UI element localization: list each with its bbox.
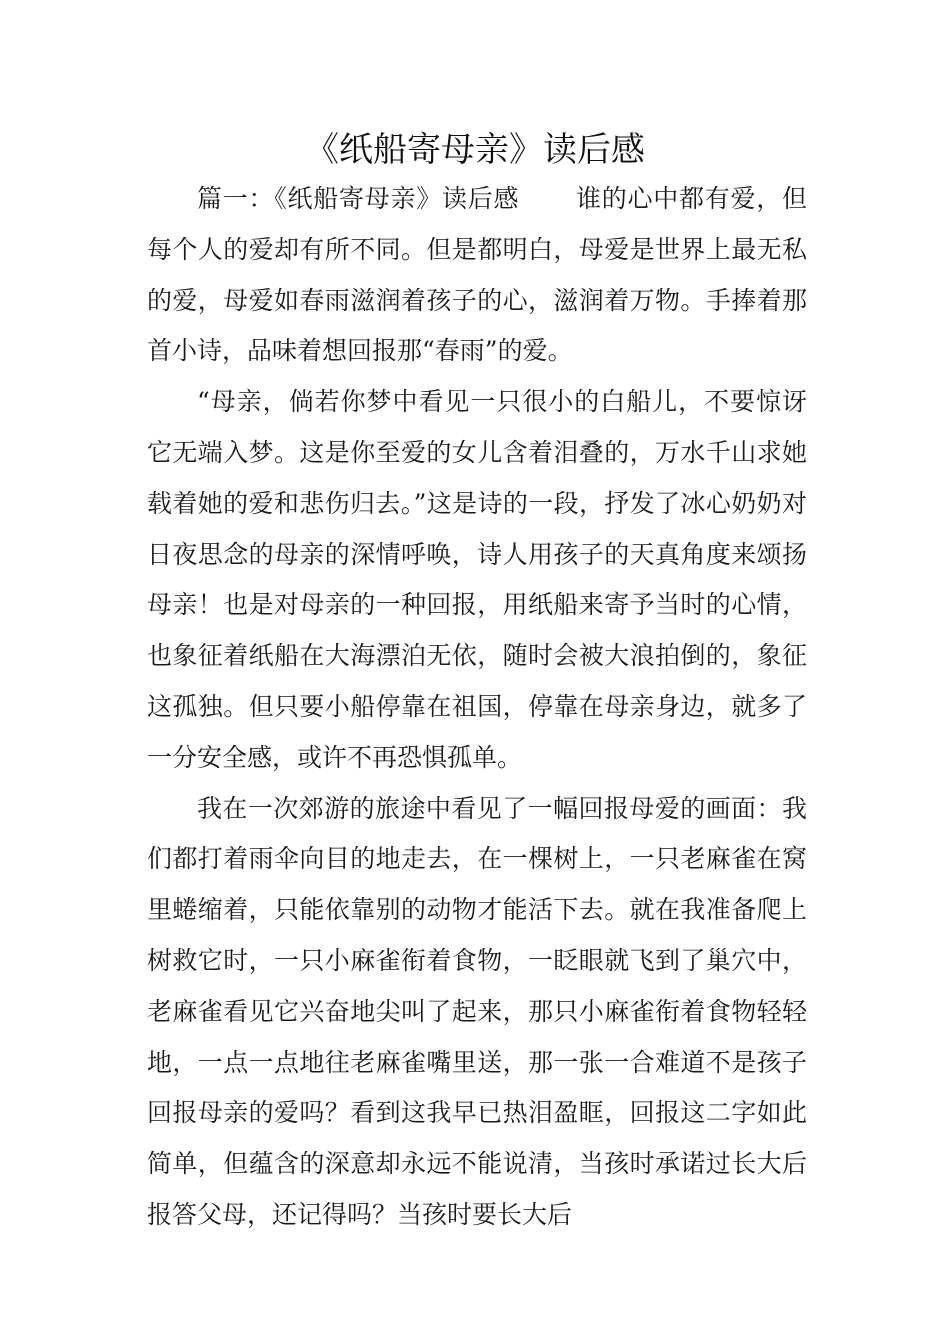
paragraph-3: 我在一次郊游的旅途中看见了一幅回报母爱的画面：我们都打着雨伞向目的地走去，在一棵树上，一只老麻雀在窝里蜷缩着，只能依靠别的动物才能活下去。就在我准备爬上树救它时，一只小麻雀衔着食物，一眨眼就飞到了巢穴中，老麻雀看见它兴奋地尖叫了起来，那只小麻雀衔着食物轻轻地，一点一点地往老麻雀嘴里送，那一张一合难道不是孩子回报母亲的爱吗？看到这我早已热泪盈眶，回报这二字如此简单，但蕴含的深意却永远不能说清，当孩时承诺过长大后报答父母，还记得吗？当孩时要长大后 (147, 793, 807, 1229)
paragraph-1 (147, 174, 807, 377)
section-heading: 篇一：《纸船寄母亲》读后感 (197, 184, 520, 213)
paragraph-2: “母亲，倘若你梦中看见一只很小的白船儿，不要惊讶它无端入梦。这是你至爱的女儿含着泪叠的，万水千山求她载着她的爱和悲伤归去。”这是诗的一段，抒发了冰心奶奶对日夜思念的母亲的深情呼唤，诗人用孩子的天真角度来颂扬母亲！也是对母亲的一种回报，用纸船来寄予当时的心情，也象征着纸船在大海漂泊无依，随时会被大浪拍倒的，象征这孤独。但只要小船停靠在祖国，停靠在母亲身边，就多了一分安全感，或许不再恐惧孤单。 (147, 387, 807, 772)
document-body (147, 174, 807, 1241)
document-title: 《纸船寄母亲》读后感 (305, 130, 645, 170)
paragraph-1-text: 谁的心中都有爱，但每个人的爱却有所不同。但是都明白，母爱是世界上最无私的爱，母爱如春雨滋润着孩子的心，滋润着万物。手捧着那首小诗，品味着想回报那“春雨”的爱。 (147, 184, 807, 366)
